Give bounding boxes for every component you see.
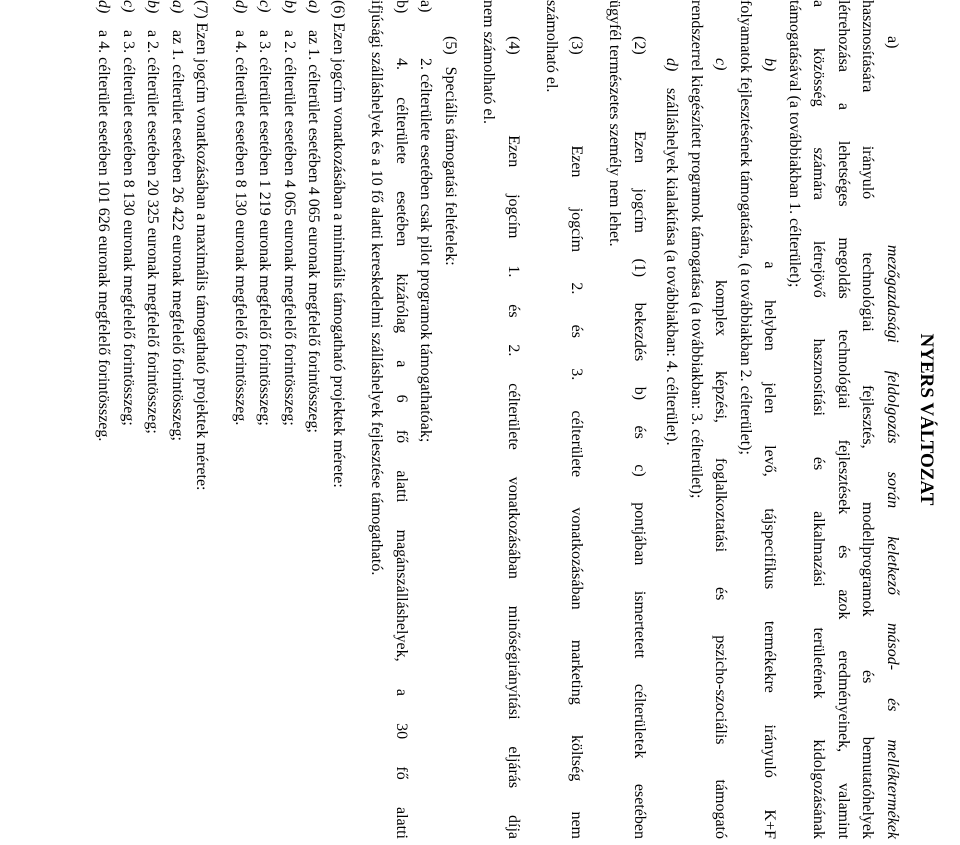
paragraph-4 (476, 0, 525, 839)
paragraph-3-line-2: számolható el. (543, 0, 561, 93)
paragraph-3 (539, 0, 588, 839)
paragraph-7-item-label: c) (120, 0, 137, 13)
target-a-label: a) (884, 36, 901, 49)
paragraph-5-item-a (413, 0, 438, 839)
paragraph-5-item-a-label: a) (417, 0, 435, 13)
target-a-line-3: létrehozása a lehetséges megoldás technológiai fejlesztések és azok eredményeinek, valamint (835, 0, 852, 839)
target-c (684, 0, 733, 839)
target-c-text-1: komplex képzési, foglalkoztatási és pszicho-szociális támogató (712, 280, 730, 840)
paragraph-5-item-a-text: 2. célterülete esetében csak pilot programok támogathatóak; (417, 58, 435, 443)
target-c-label: c) (712, 58, 730, 71)
paragraph-7-heading: (7) Ezen jogcím vonatkozásában a maximális támogatható projektek mérete: (193, 0, 211, 491)
target-d-label: d) (663, 58, 681, 72)
target-a (782, 0, 905, 839)
paragraph-5-heading: (5) Speciális támogatási feltételek: (442, 36, 459, 266)
paragraph-7-item-label: b) (144, 0, 162, 14)
paragraph-6-item-text: a 2. célterület esetében 4 065 euronak megfelelő forintösszeg; (281, 30, 298, 426)
target-b-text-1: a helyben jelen levő, tájspecifikus termékekre irányuló K+F (761, 261, 779, 839)
paragraph-6-item-text: a 3. célterület esetében 1 219 euronak megfelelő forintösszeg; (256, 30, 274, 426)
paragraph-4-line-2: nem számolható el. (480, 0, 498, 124)
paragraph-3-line-1: (3) Ezen jogcím 2. és 3. célterülete vonatkozásában marketing költség nem (568, 36, 585, 839)
target-a-line-4: a közösség számára létrejövő hasznosítási és alkalmazási területének kidolgozásának (810, 0, 828, 839)
target-c-line-1 (708, 0, 733, 839)
paragraph-7-item-text: a 2. célterület esetében 20 325 euronak megfelelő forintösszeg; (144, 30, 162, 434)
target-b-line-1 (757, 0, 782, 839)
paragraph-7-item (91, 0, 116, 839)
paragraph-6-item-text: a 4. célterület esetében 8 130 euronak megfelelő forintösszeg. (232, 30, 249, 426)
document-title: NYERS VÁLTOZAT (916, 333, 937, 506)
paragraph-7-item-text: a 3. célterület esetében 8 130 euronak megfelelő forintösszeg; (120, 30, 137, 426)
paragraph-6-heading: (6) Ezen jogcím vonatkozásában a minimális támogatható projektek mérete: (330, 0, 347, 488)
paragraph-7-item-label: d) (95, 0, 113, 14)
target-c-line-2: rendszerrel kiegészített programok támogatása (a továbbiakban: 3. célterület); (688, 0, 705, 499)
paragraph-7-item (116, 0, 141, 839)
target-d (659, 0, 684, 839)
paragraph-6-item-label: b) (281, 0, 298, 14)
paragraph-7-item (165, 0, 190, 839)
target-b-label: b) (761, 58, 779, 72)
target-a-line-2: hasznosítására irányuló technológiai fejlesztés, modellprogramok és bemutatóhelyek (859, 0, 877, 839)
paragraph-7-item (140, 0, 165, 839)
paragraph-5-item-b-line-1: 4. célterülete esetében kizárólag a 6 fő alatti magánszálláshelyek, a 30 fő alatti (393, 58, 410, 839)
paragraph-6-item-label: c) (256, 0, 274, 13)
paragraph-7 (91, 0, 214, 839)
paragraph-2-line-1: (2) Ezen jogcím (1) bekezdés b) és c) pontjában ismertetett célterületek esetében (631, 36, 648, 839)
target-d-line-1: szálláshelyek kialakítása (a továbbiakban: 4. célterület). (663, 88, 681, 446)
paragraph-7-item-label: a) (169, 0, 186, 14)
paragraph-6-item-label: d) (232, 0, 249, 14)
paragraph-6-item (228, 0, 253, 839)
paragraph-6-item (252, 0, 277, 839)
paragraph-5-item-b-label: b) (393, 0, 410, 14)
target-d-text (659, 88, 684, 839)
target-b (733, 0, 782, 839)
paragraph-6-item (277, 0, 302, 839)
target-b-line-2: folyamatok fejlesztésének támogatására, (a továbbiakban 2. célterület); (737, 0, 754, 455)
target-a-text-1: mezőgazdasági feldolgozás során keletkező másod- és melléktermékek (884, 244, 901, 840)
paragraph-6 (228, 0, 351, 839)
paragraph-5-item-b-line-2: ifjúsági szálláshelyek és a 10 fő alatti kereskedelmi szálláshelyek fejlesztése támogatható. (368, 0, 386, 576)
target-a-line-1 (880, 0, 905, 839)
paragraph-2-line-2: ügyfél természetes személy nem lehet. (606, 0, 624, 247)
paragraph-6-item-text: az 1. célterület esetében 4 065 euronak megfelelő forintösszeg; (305, 30, 323, 433)
paragraph-7-item-text: az 1. célterület esetében 26 422 euronak megfelelő forintösszeg; (169, 30, 186, 441)
paragraph-4-line-1: (4) Ezen jogcím 1. és 2. célterülete vonatkozásában minőségirányítási eljárás díja (505, 36, 522, 839)
paragraph-2 (602, 0, 651, 839)
paragraph-6-item (301, 0, 326, 839)
target-a-line-5: támogatásával (a továbbiakban 1. célterület); (786, 0, 803, 288)
paragraph-5-item-b (389, 0, 414, 839)
paragraph-6-item-label: a) (305, 0, 323, 14)
paragraph-7-item-text: a 4. célterület esetében 101 626 euronak megfelelő forintösszeg. (95, 30, 113, 442)
paragraph-5 (364, 0, 462, 839)
